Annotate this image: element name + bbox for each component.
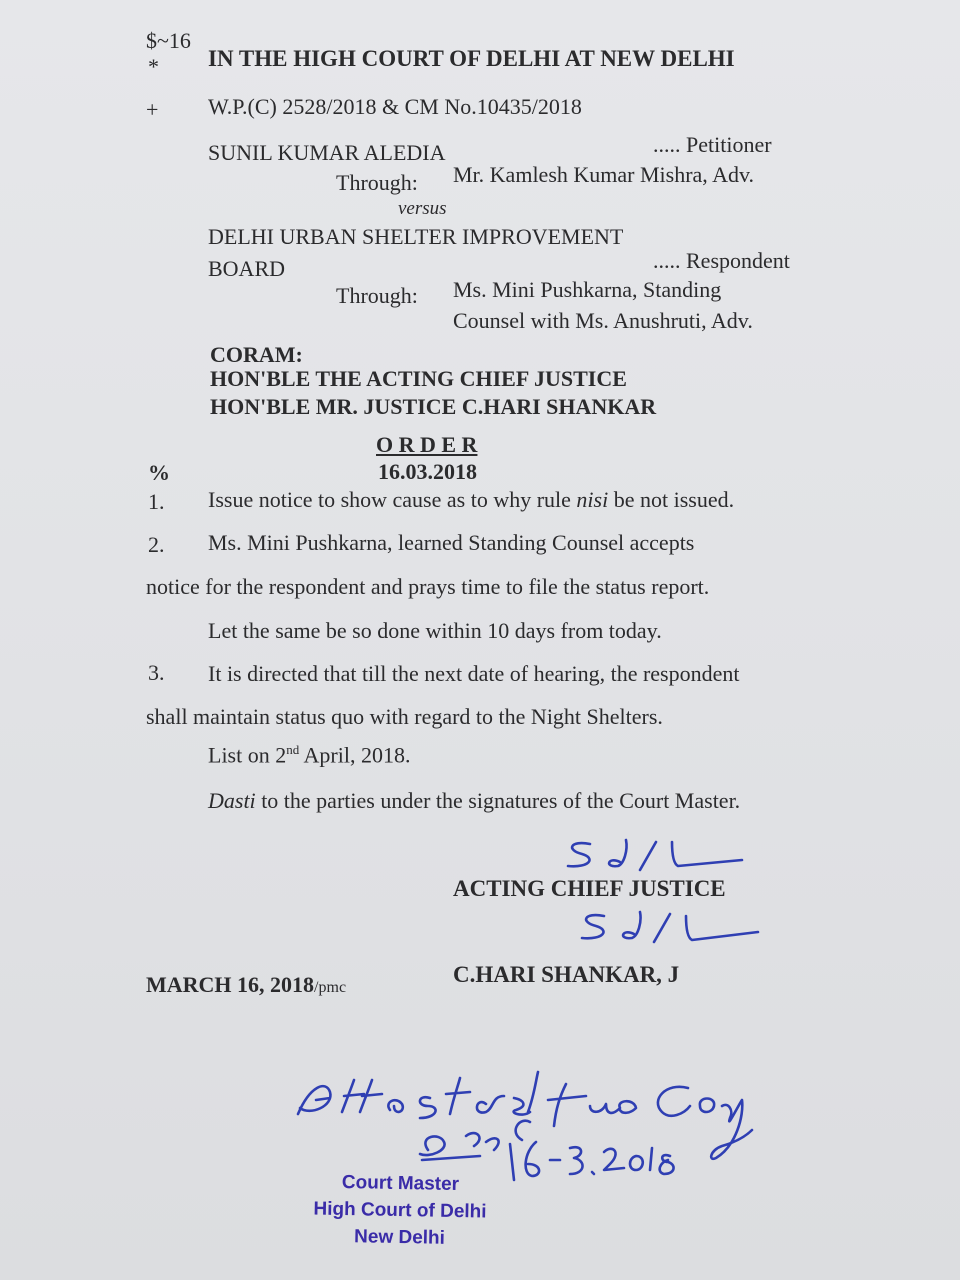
para2-line1: Ms. Mini Pushkarna, learned Standing Counsel accepts: [208, 530, 695, 555]
para1-text: Issue notice to show cause as to why rule nisi be not issued.: [208, 487, 735, 512]
order-heading: O R D E R: [376, 432, 478, 457]
case-number: W.P.(C) 2528/2018 & CM No.10435/2018: [208, 94, 582, 119]
para3-line2: shall maintain status quo with regard to the Night Shelters.: [146, 704, 663, 729]
versus-label: versus: [398, 198, 447, 219]
star-mark: *: [148, 54, 159, 79]
coram-judge1: HON'BLE THE ACTING CHIEF JUSTICE: [210, 366, 627, 391]
signatory-acting-chief-justice: ACTING CHIEF JUSTICE: [453, 876, 726, 901]
respondent-through-label: Through:: [336, 283, 418, 308]
stamp-line-court-master: Court Master: [341, 1171, 460, 1196]
stamp-line-new-delhi: New Delhi: [353, 1226, 446, 1249]
file-code: $~16: [146, 28, 191, 53]
para1-number: 1.: [148, 489, 165, 514]
petitioner-counsel: Mr. Kamlesh Kumar Mishra, Adv.: [453, 162, 755, 187]
respondent-name-line2: BOARD: [208, 256, 286, 281]
stamp-line-high-court: High Court of Delhi: [313, 1198, 487, 1223]
respondent-name-line1: DELHI URBAN SHELTER IMPROVEMENT: [208, 224, 624, 249]
respondent-role: ..... Respondent: [653, 248, 790, 273]
petitioner-role: ..... Petitioner: [653, 132, 772, 157]
para2-number: 2.: [148, 532, 165, 557]
respondent-counsel-line2: Counsel with Ms. Anushruti, Adv.: [453, 308, 753, 333]
para2-line2: notice for the respondent and prays time to file the status report.: [146, 574, 710, 599]
plus-mark: +: [146, 97, 159, 122]
signatory-hari-shankar: C.HARI SHANKAR, J: [453, 962, 680, 987]
court-master-stamp: [289, 1168, 510, 1253]
respondent-counsel-line1: Ms. Mini Pushkarna, Standing: [453, 277, 722, 302]
order-date: 16.03.2018: [378, 459, 477, 484]
signature-sd-2: [574, 910, 774, 950]
petitioner-through-label: Through:: [336, 170, 418, 195]
attestation-date-handwriting: [500, 1134, 680, 1184]
percent-mark: %: [148, 460, 170, 485]
coram-label: CORAM:: [210, 342, 303, 367]
para3-line1: It is directed that till the next date of hearing, the respondent: [208, 661, 740, 686]
para3-number: 3.: [148, 660, 165, 685]
para2-line3: Let the same be so done within 10 days from today.: [208, 618, 662, 643]
listing-date: List on 2nd April, 2018.: [208, 742, 411, 768]
dasti-line: Dasti to the parties under the signatures of the Court Master.: [208, 788, 741, 813]
signing-date-line: MARCH 16, 2018/pmc: [146, 972, 347, 997]
signature-sd-1: [560, 836, 760, 876]
coram-judge2: HON'BLE MR. JUSTICE C.HARI SHANKAR: [210, 394, 657, 419]
court-title: IN THE HIGH COURT OF DELHI AT NEW DELHI: [208, 46, 735, 71]
petitioner-name: SUNIL KUMAR ALEDIA: [208, 140, 446, 165]
